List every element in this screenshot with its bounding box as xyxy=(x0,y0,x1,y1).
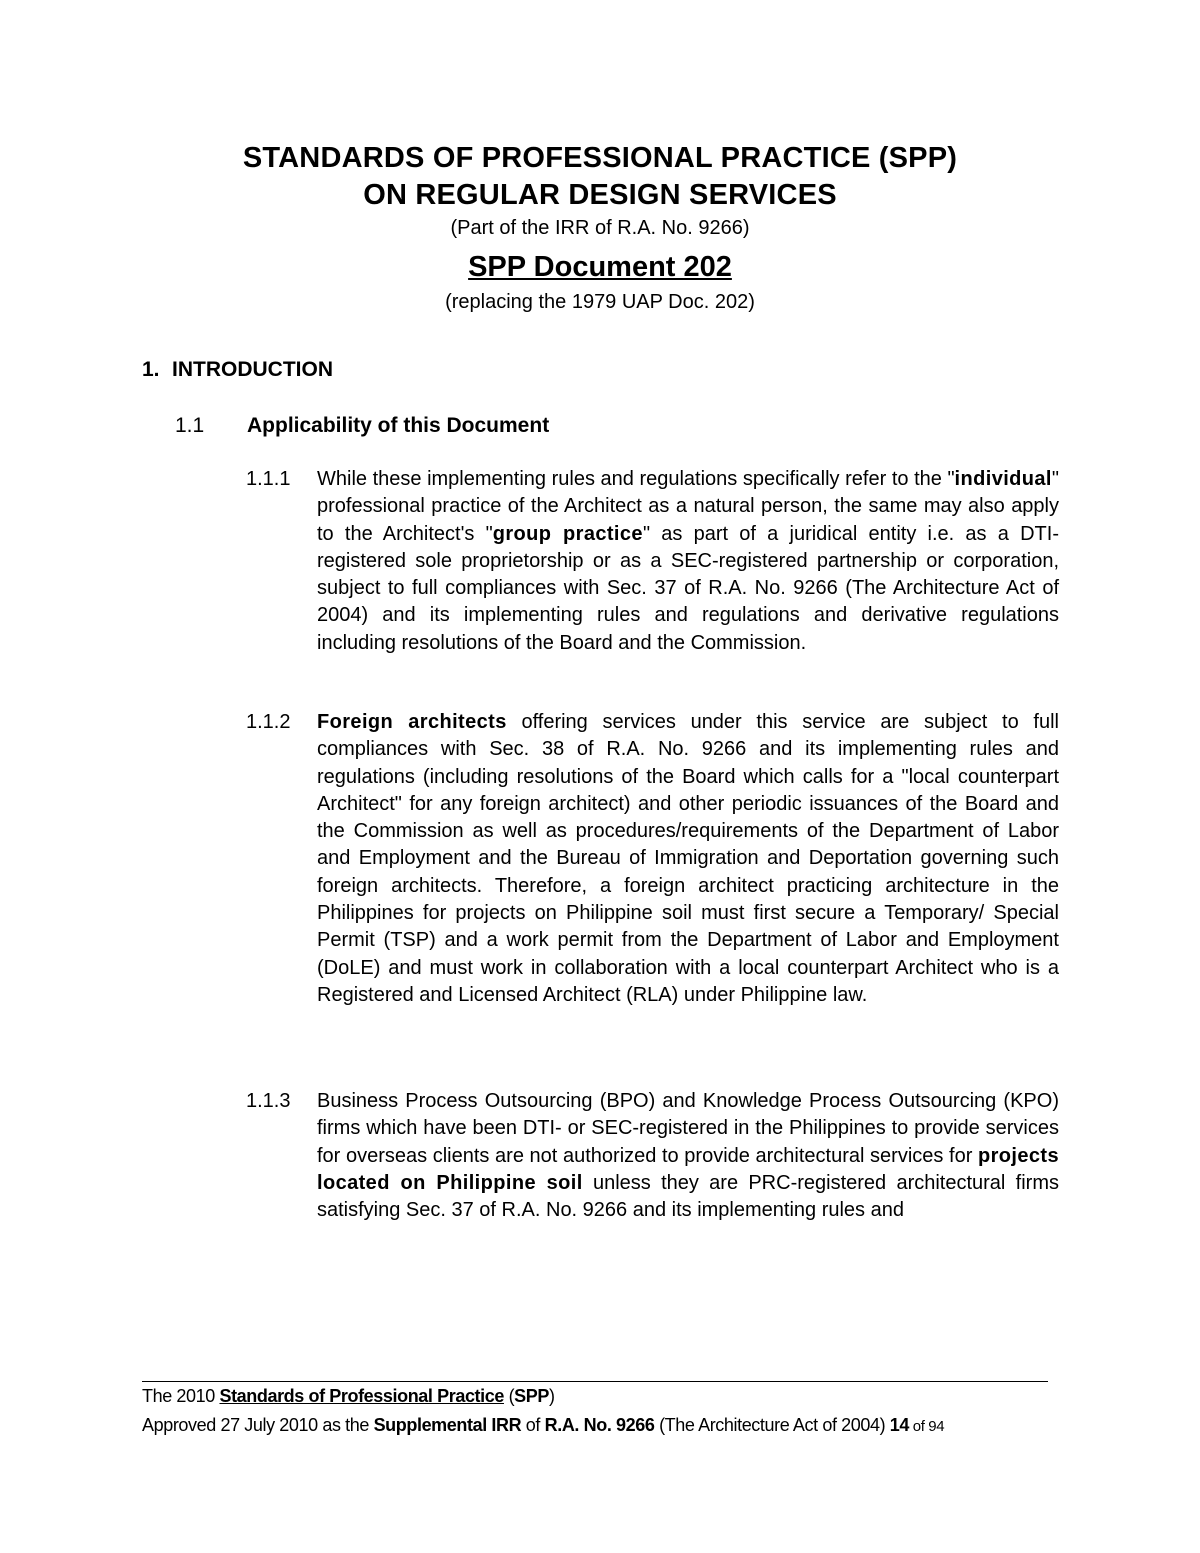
footer-ra-number: R.A. No. 9266 xyxy=(544,1415,655,1435)
text-run: While these implementing rules and regulations specifically refer to the " xyxy=(317,468,955,490)
bold-term-projects-philippine-soil: projects located on Philippine soil xyxy=(317,1144,1059,1194)
text-run: offering services under this service are subject to full compliances with Sec. 38 of R.A. No. 9266 and its implementing rules and regulations (including resolutions of the Board which calls for a "local counterpart Architect" for any foreign architect) and other periodic issuances of the Board and the Commission as well as procedures/requirements of the Department of Labor and Employment and the Bureau of Immigration and Deportation governing such foreign architects. Therefore, a foreign architect practicing architecture in the Philippines for projects on Philippine soil must first secure a Temporary/ Special Permit (TSP) and a work permit from the Department of Labor and Employment (DoLE) and must work in collaboration with a local counterpart Architect who is a Registered and Licensed Architect (RLA) under Philippine law. xyxy=(317,711,1059,1006)
bold-term-individual: individual xyxy=(954,468,1052,490)
section-title: INTRODUCTION xyxy=(172,358,333,381)
paragraph-number: 1.1.3 xyxy=(246,1090,291,1112)
subsection-heading-applicability xyxy=(175,412,549,440)
page-total: of 94 xyxy=(909,1418,945,1435)
page-number: 14 xyxy=(889,1415,910,1435)
paragraph-1-1-1 xyxy=(246,466,1059,657)
title-block xyxy=(0,140,1200,316)
footer-rule xyxy=(142,1381,1048,1382)
footer-line-2 xyxy=(142,1414,944,1438)
paragraph-text xyxy=(317,709,1059,1009)
footer-spp-title: Standards of Professional Practice xyxy=(219,1386,504,1406)
paragraph-text xyxy=(317,466,1059,657)
footer-text: The 2010 xyxy=(142,1386,220,1406)
document-title-line-2: ON REGULAR DESIGN SERVICES xyxy=(363,179,837,211)
footer-text: (The Architecture Act of 2004) xyxy=(654,1415,890,1435)
footer-text: of xyxy=(521,1415,545,1435)
footer-text: Approved 27 July 2010 as the xyxy=(142,1415,374,1435)
text-run: Business Process Outsourcing (BPO) and Knowledge Process Outsourcing (KPO) firms which have been DTI- or SEC-registered in the Philippines to provide services for overseas clients are not authorized to provide architectural services for xyxy=(317,1090,1059,1167)
paragraph-text xyxy=(317,1088,1059,1224)
paragraph-number: 1.1.1 xyxy=(246,468,291,490)
document-title-line-1: STANDARDS OF PROFESSIONAL PRACTICE (SPP) xyxy=(242,142,958,174)
spp-document-title: SPP Document 202 xyxy=(468,251,732,283)
bold-term-group-practice: group practice xyxy=(492,522,643,545)
text-run: " as part of a juridical entity i.e. as a DTI-registered sole proprietorship or as a SEC-registered partnership or corporation, subject to full compliances with Sec. 37 of R.A. No. 9266 (The Architecture Act of 2004) and its implementing rules and regulations and derivative regulations including resolutions of the Board and the Commission. xyxy=(317,522,1059,654)
replacing-note: (replacing the 1979 UAP Doc. 202) xyxy=(445,291,755,313)
footer-spp-abbrev: SPP xyxy=(514,1386,549,1406)
footer-text: ) xyxy=(549,1386,555,1406)
footer-text: ( xyxy=(503,1386,515,1406)
paragraph-1-1-2 xyxy=(246,709,1059,1009)
part-of-note: (Part of the IRR of R.A. No. 9266) xyxy=(450,217,750,239)
text-run: " professional practice of the Architect as a natural person, the same may also apply to the Architect's " xyxy=(317,468,1059,545)
footer-line-1 xyxy=(142,1385,555,1407)
paragraph-1-1-3 xyxy=(246,1088,1059,1224)
text-run: unless they are PRC-registered architectural firms satisfying Sec. 37 of R.A. No. 9266 and its implementing rules and xyxy=(317,1171,1059,1222)
subsection-number: 1.1 xyxy=(175,414,205,437)
footer-supplemental-irr: Supplemental IRR xyxy=(373,1415,522,1435)
bold-term-foreign-architects: Foreign architects xyxy=(317,711,507,733)
section-number: 1. xyxy=(142,358,160,381)
section-heading-introduction xyxy=(142,356,333,384)
paragraph-number: 1.1.2 xyxy=(246,711,291,733)
subsection-title: Applicability of this Document xyxy=(247,414,550,437)
